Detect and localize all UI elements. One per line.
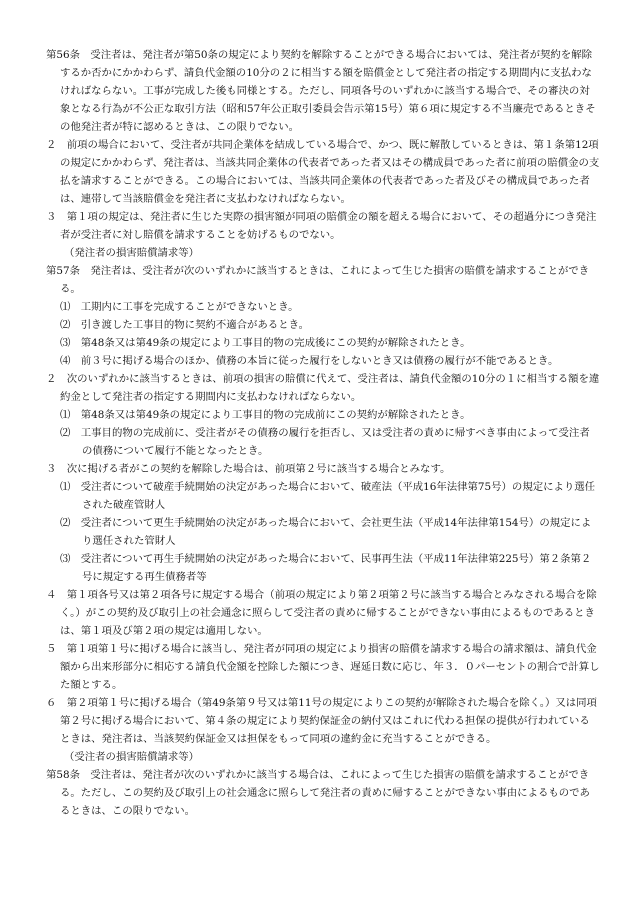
article-57-item-1: ⑴ 工期内に工事を完成することができないとき。 [60,301,299,313]
article-56: 第56条 受注者は、発注者が第50条の規定により契約を解除することができる場合においては、発注者が契約を解除するか否かにかかわらず、請負代金額の10分の２に相当する額を賠償金として発注者の指定する期間内に支払わなければならない。工事が完成した後も同様とする。ただし、同項各号のいずれかに該当する場合で、その審決の対象となる行為が不公正な取引方法（昭和57年公正取引委員会告示第15号）第６項に規定する不当廉売であるときその他発注者が特に認めるときは、この限りでない。 [46,49,596,133]
article-57-p2-item-1: ⑴ 第48条又は第49条の規定により工事目的物の完成前にこの契約が解除されたとき。 [60,409,471,421]
article-58-heading: （受注者の損害賠償請求等） [64,751,200,763]
article-57-paragraph-2: ２ 次のいずれかに該当するときは、前項の損害の賠償に代えて、受注者は、請負代金額の10分の１に相当する額を違約金として発注者の指定する期間内に支払わなければならない。 [46,373,600,403]
article-58: 第58条 受注者は、発注者が次のいずれかに該当する場合は、これによって生じた損害の賠償を請求することができる。ただし、この契約及び取引上の社会通念に照らして発注者の責めに帰することができない事由によるものであるときは、この限りでない。 [46,769,590,817]
article-57-paragraph-3: ３ 次に掲げる者がこの契約を解除した場合は、前項第２号に該当する場合とみなす。 [46,463,451,475]
article-57-p3-item-3: ⑶ 受注者について再生手続開始の決定があった場合において、民事再生法（平成11年法律第225号）第２条第２号に規定する再生債務者等 [60,553,592,583]
article-57-paragraph-4: ４ 第１項各号又は第２項各号に規定する場合（前項の規定により第２項第２号に該当する場合とみなされる場合を除く。）がこの契約及び取引上の社会通念に照らして受注者の責めに帰することができない事由によるものであるときは、第１項及び第２項の規定は適用しない。 [46,589,597,637]
article-57-paragraph-5: ５ 第１項第１号に掲げる場合に該当し、発注者が同項の規定により損害の賠償を請求する場合の請求額は、請負代金額から出来形部分に相応する請負代金額を控除した額につき、遅延日数に応じ、年３．０パーセントの割合で計算した額とする。 [46,643,600,691]
article-57: 第57条 発注者は、受注者が次のいずれかに該当するときは、これによって生じた損害の賠償を請求することができる。 [46,265,590,295]
article-56-paragraph-2: ２ 前項の場合において、受注者が共同企業体を結成している場合で、かつ、既に解散しているときは、第１条第12項の規定にかかわらず、発注者は、当該共同企業体の代表者であった者又はその構成員であった者に前項の賠償金の支払を請求することができる。この場合においては、当該共同企業体の代表者であった者及びその構成員であった者は、連帯して当該賠償金を発注者に支払わなければならない。 [46,139,600,205]
article-57-p2-item-2: ⑵ 工事目的物の完成前に、受注者がその債務の履行を拒否し、又は受注者の責めに帰すべき事由によって受注者の債務について履行不能となったとき。 [60,427,590,457]
article-57-item-2: ⑵ 引き渡した工事目的物に契約不適合があるとき。 [60,319,309,331]
article-57-paragraph-6: ６ 第２項第１号に掲げる場合（第49条第９号又は第11号の規定によりこの契約が解除された場合を除く。）又は同項第２号に掲げる場合において、第４条の規定により契約保証金の納付又はこれに代わる担保の提供が行われているときは、発注者は、当該契約保証金又は担保をもって同項の違約金に充当することができる。 [46,697,597,745]
article-56-paragraph-3: ３ 第１項の規定は、発注者に生じた実際の損害額が同項の賠償金の額を超える場合において、その超過分につき発注者が受注者に対し賠償を請求することを妨げるものでない。 [46,211,597,241]
article-57-item-3: ⑶ 第48条又は第49条の規定により工事目的物の完成後にこの契約が解除されたとき。 [60,337,471,349]
article-57-p3-item-1: ⑴ 受注者について破産手続開始の決定があった場合において、破産法（平成16年法律第75号）の規定により選任された破産管財人 [60,481,596,511]
article-57-item-4: ⑷ 前３号に掲げる場合のほか、債務の本旨に従った履行をしないとき又は債務の履行が不能であるとき。 [60,355,559,367]
article-57-heading: （発注者の損害賠償請求等） [64,247,200,259]
article-57-p3-item-2: ⑵ 受注者について更生手続開始の決定があった場合において、会社更生法（平成14年法律第154号）の規定により選任された管財人 [60,517,592,547]
